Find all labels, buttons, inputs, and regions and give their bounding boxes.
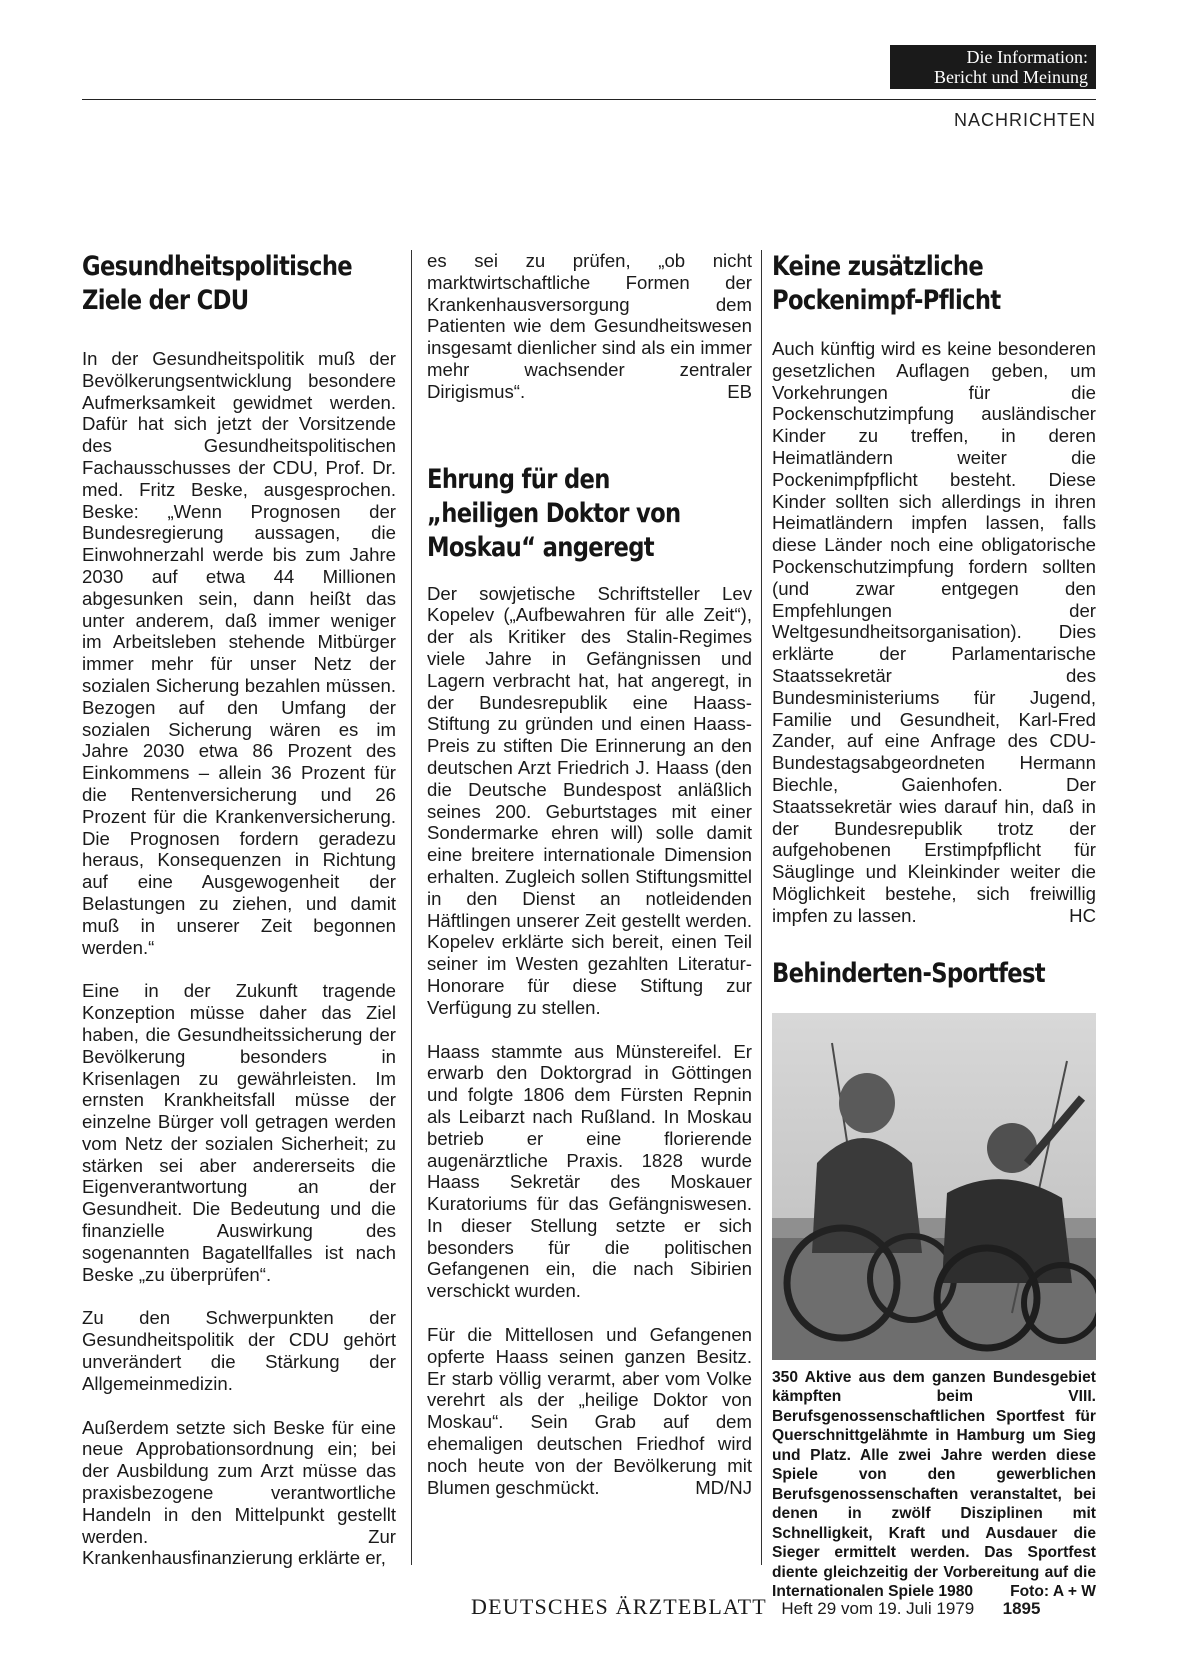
- column-left: [82, 250, 396, 1591]
- article-paragraph: Eine in der Zukunft tragende Konzeption müsse daher das Ziel haben, die Gesundheitssicherung der Bevölkerung besonders in Krisenlagen zu gewährleisten. Im ernsten Krankheitsfall müsse der einzelne Bürger voll getragen werden vom Netz der sozialen Sicherheit; zu stärken sei aber andererseits die Eigenverantwortung an der Gesundheit. Die Bedeutung und die finanzielle Auswirkung des sogenannten Bagatellfalles ist nach Beske „zu überprüfen“.: [82, 980, 396, 1285]
- article-title: [772, 250, 1096, 318]
- section-label: NACHRICHTEN: [953, 110, 1096, 130]
- column-divider: [411, 250, 412, 1565]
- article-paragraph: Haass stammte aus Münstereifel. Er erwarb den Doktorgrad in Göttingen und folgte 1806 dem Fürsten Repnin als Leibarzt nach Rußland. In Moskau betrieb er eine florierende augenärztliche Praxis. 1828 wurde Haass Sekretär des Moskauer Kuratoriums für das Gefängniswesen. In dieser Stellung setzte er sich besonders für die politischen Gefangenen ein, die nach Sibirien verschickt wurden.: [427, 1040, 752, 1302]
- header-box-line1: Die Information:: [966, 47, 1088, 67]
- author-signature: HC: [1069, 904, 1096, 926]
- caption-text: 350 Aktive aus dem ganzen Bundesgebiet kämpften beim VIII. Berufsgenossenschaftlichen Sportfest für Querschnittgelähmte in Hamburg um Sieg und Platz. Alle zwei Jahre werden diese Spiele von den gewerblichen Berufsgenossenschaften veranstaltet, bei denen in zwölf Disziplinen mit Schnelligkeit, Kraft und Ausdauer die Sieger ermittelt werden. Das Sportfest diente gleichzeitig der Vorbereitung auf die Internationalen Spiele 1980: [772, 1368, 1096, 1601]
- header-rule: [82, 99, 1096, 100]
- title-line: „heiligen Doktor von: [427, 497, 681, 529]
- continuation-text: es sei zu prüfen, „ob nicht marktwirtschaftliche Formen der Krankenhausversorgung dem Patienten wie dem Gesundheitswesen insgesamt dienlicher sind als ein immer mehr wachsender zentraler Dirigismus“.: [427, 250, 752, 402]
- page-number: 1895: [1002, 1599, 1041, 1618]
- title-line: Ehrung für den: [427, 463, 610, 495]
- column-right: [772, 250, 1096, 1602]
- page-footer: [471, 1594, 1040, 1620]
- photo-caption: [772, 1368, 1096, 1602]
- article-title: [82, 250, 396, 318]
- author-signature: MD/NJ: [695, 1476, 752, 1498]
- column-divider: [761, 250, 762, 1565]
- article-paragraph: In der Gesundheitspolitik muß der Bevölkerungsentwicklung besondere Aufmerksamkeit gewidmet werden. Dafür hat sich jetzt der Vorsitzende des Gesundheitspolitischen Fachausschusses der CDU, Prof. Dr. med. Fritz Beske, ausgesprochen. Beske: „Wenn Prognosen der Bundesregierung aussagen, die Einwohnerzahl werde bis zum Jahre 2030 auf etwa 44 Millionen abgesunken sein, dann heißt das unter anderem, daß immer weniger im Arbeitsleben stehende Mitbürger immer mehr für unser Netz der sozialen Sicherung bezahlen müssen. Bezogen auf den Umfang der sozialen Sicherung wären es im Jahre 2030 etwa 86 Prozent des Einkommens – allein 36 Prozent für die Rentenversicherung und 26 Prozent für die Krankenversicherung. Die Prognosen fordern geradezu heraus, Konsequenzen in Richtung auf eine Ausgewogenheit der Belastungen zu ziehen, und damit muß in unserer Zeit begonnen werden.“: [82, 348, 396, 958]
- paragraph-text: Auch künftig wird es keine besonderen gesetzlichen Auflagen geben, um Vorkehrungen für die Pockenschutzimpfung ausländischer Kinder zu treffen, in deren Heimatländern weiter die Pockenimpfpflicht besteht. Diese Kinder sollten sich allerdings in ihren Heimatländern impfen lassen, falls diese Länder noch eine obligatorische Pockenschutzimpfung fordern sollten (und zwar entgegen den Empfehlungen der Weltgesundheitsorganisation). Dies erklärte der Parlamentarische Staatssekretär des Bundesministeriums für Jugend, Familie und Gesundheit, Karl-Fred Zander, auf eine Anfrage des CDU-Bundestagsabgeordneten Hermann Biechle, Gaienhofen. Der Staatssekretär wies darauf hin, daß in der Bundesrepublik trotz der aufgehobenen Erstimpfpflicht für Säuglinge und Kleinkinder weiter die Möglichkeit bestehe, sich freiwillig impfen zu lassen.: [772, 338, 1096, 926]
- title-line: Moskau“ angeregt: [427, 531, 654, 563]
- paragraph-text: Für die Mittellosen und Gefangenen opferte Haass seinen ganzen Besitz. Er starb völlig verarmt, aber vom Volke verehrt als der „heilige Doktor von Moskau“. Sein Grab auf dem ehemaligen deutschen Friedhof wird noch heute von der Bevölkerung mit Blumen geschmückt.: [427, 1324, 752, 1498]
- publication-name: DEUTSCHES ÄRZTEBLATT: [471, 1594, 767, 1619]
- news-photo: [772, 1013, 1096, 1360]
- article-paragraph: Außerdem setzte sich Beske für eine neue Approbationsordnung ein; bei der Ausbildung zum Arzt müsse das praxisbezogene verantwortliche Handeln in den Mittelpunkt gestellt werden. Zur Krankenhausfinanzierung erklärte er,: [82, 1416, 396, 1569]
- title-line: Gesundheitspolitische: [82, 251, 353, 282]
- column-middle: [427, 250, 752, 1520]
- section-header-box: [890, 45, 1096, 89]
- author-signature: EB: [727, 380, 752, 402]
- article-paragraph: [427, 250, 752, 403]
- title-line: Pockenimpf-Pflicht: [772, 285, 1001, 316]
- article-paragraph: [427, 1324, 752, 1498]
- article-title: Behinderten-Sportfest: [772, 957, 1045, 989]
- wheelchair-athletes-photo: [772, 1013, 1096, 1360]
- header-box-line2: Bericht und Meinung: [934, 67, 1088, 87]
- article-title: [427, 463, 752, 565]
- article-paragraph: Der sowjetische Schriftsteller Lev Kopelev („Aufbewahren für alle Zeit“), der als Kritiker des Stalin-Regimes viele Jahre in Gefängnissen und Lagern verbracht hat, hat angeregt, in der Bundesrepublik eine Haass-Stiftung zu gründen und einen Haass-Preis zu stiften Die Erinnerung an den deutschen Arzt Friedrich J. Haass (den die Deutsche Bundespost anläßlich seines 200. Geburtstages mit einer Sondermarke ehren will) solle damit eine breitere internationale Dimension erhalten. Zugleich sollen Stiftungsmittel in den Dienst an notleidenden Häftlingen unserer Zeit gestellt werden. Kopelev erklärte sich bereit, einen Teil seiner im Westen gezahlten Literatur-Honorare für diese Stiftung zur Verfügung zu stellen.: [427, 582, 752, 1018]
- issue-info: Heft 29 vom 19. Juli 1979: [781, 1599, 975, 1618]
- article-paragraph: Zu den Schwerpunkten der Gesundheitspolitik der CDU gehört unverändert die Stärkung der Allgemeinmedizin.: [82, 1307, 396, 1394]
- title-line: Keine zusätzliche: [772, 251, 984, 282]
- article-paragraph: [772, 338, 1096, 927]
- title-line: Ziele der CDU: [82, 285, 249, 316]
- photo-credit: Foto: A + W: [1010, 1583, 1096, 1601]
